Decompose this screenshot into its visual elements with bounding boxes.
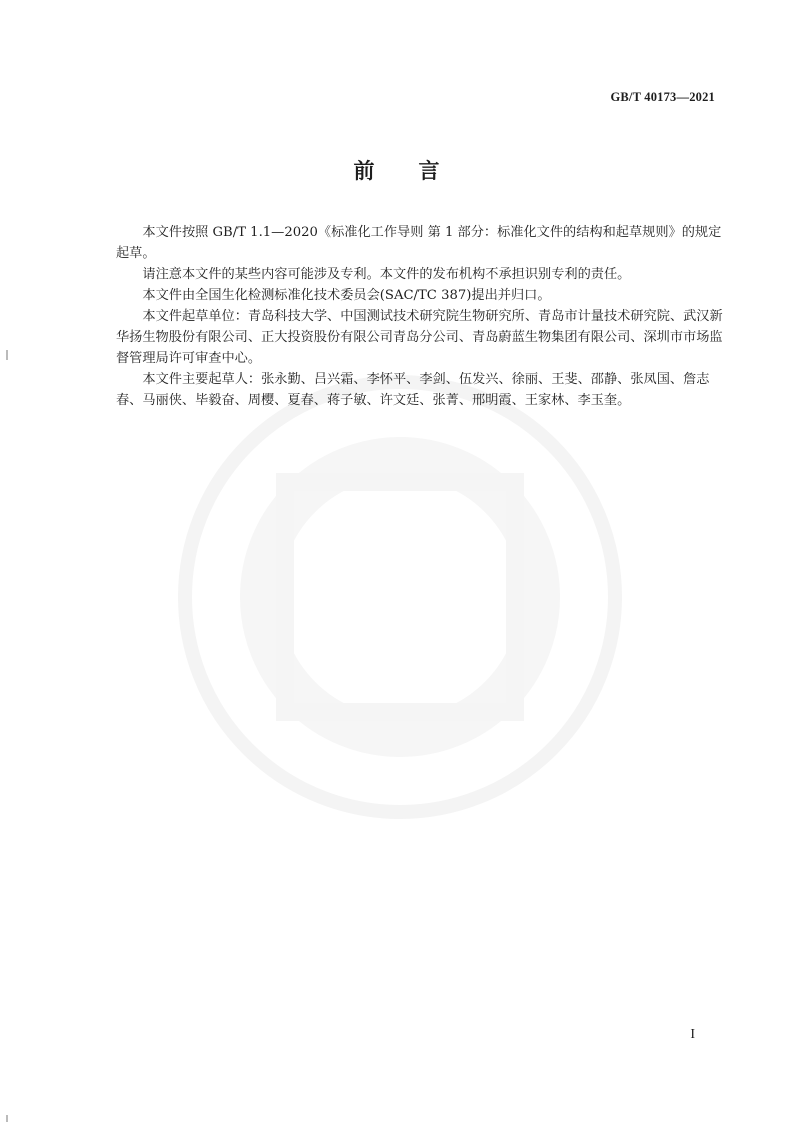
paragraph-proposing-committee: 本文件由全国生化检测标准化技术委员会(SAC/TC 387)提出并归口。 [142, 288, 551, 303]
page-title [0, 155, 793, 185]
paragraph-drafting-units: 本文件起草单位：青岛科技大学、中国测试技术研究院生物研究所、青岛市计量技术研究院、武汉新华扬生物股份有限公司、正大投资股份有限公司青岛分公司、青岛蔚蓝生物集团有限公司、深圳市市场监督管理局许可审查中心。 [116, 309, 723, 366]
paragraph-drafters: 本文件主要起草人：张永勤、吕兴霜、李怀平、李剑、伍发兴、徐丽、王斐、邵静、张凤国、詹志春、马丽侠、毕毅奋、周樱、夏春、蒋子敏、许文廷、张菁、邢明霞、王家林、李玉奎。 [116, 372, 710, 408]
paragraph-drafting-rules: 本文件按照 GB/T 1.1—2020《标准化工作导则 第 1 部分：标准化文件的结构和起草规则》的规定起草。 [116, 225, 722, 261]
page-number: I [690, 1027, 695, 1042]
foreword-body [116, 222, 723, 411]
page-title-char-2: 言 [418, 159, 440, 183]
page-title-char-1: 前 [353, 159, 375, 183]
watermark-seal [175, 372, 625, 822]
scan-artifact [6, 350, 8, 360]
scan-artifact [6, 1115, 8, 1122]
paragraph-patent-notice: 请注意本文件的某些内容可能涉及专利。本文件的发布机构不承担识别专利的责任。 [142, 267, 631, 282]
standard-number-header: GB/T 40173—2021 [610, 90, 715, 104]
